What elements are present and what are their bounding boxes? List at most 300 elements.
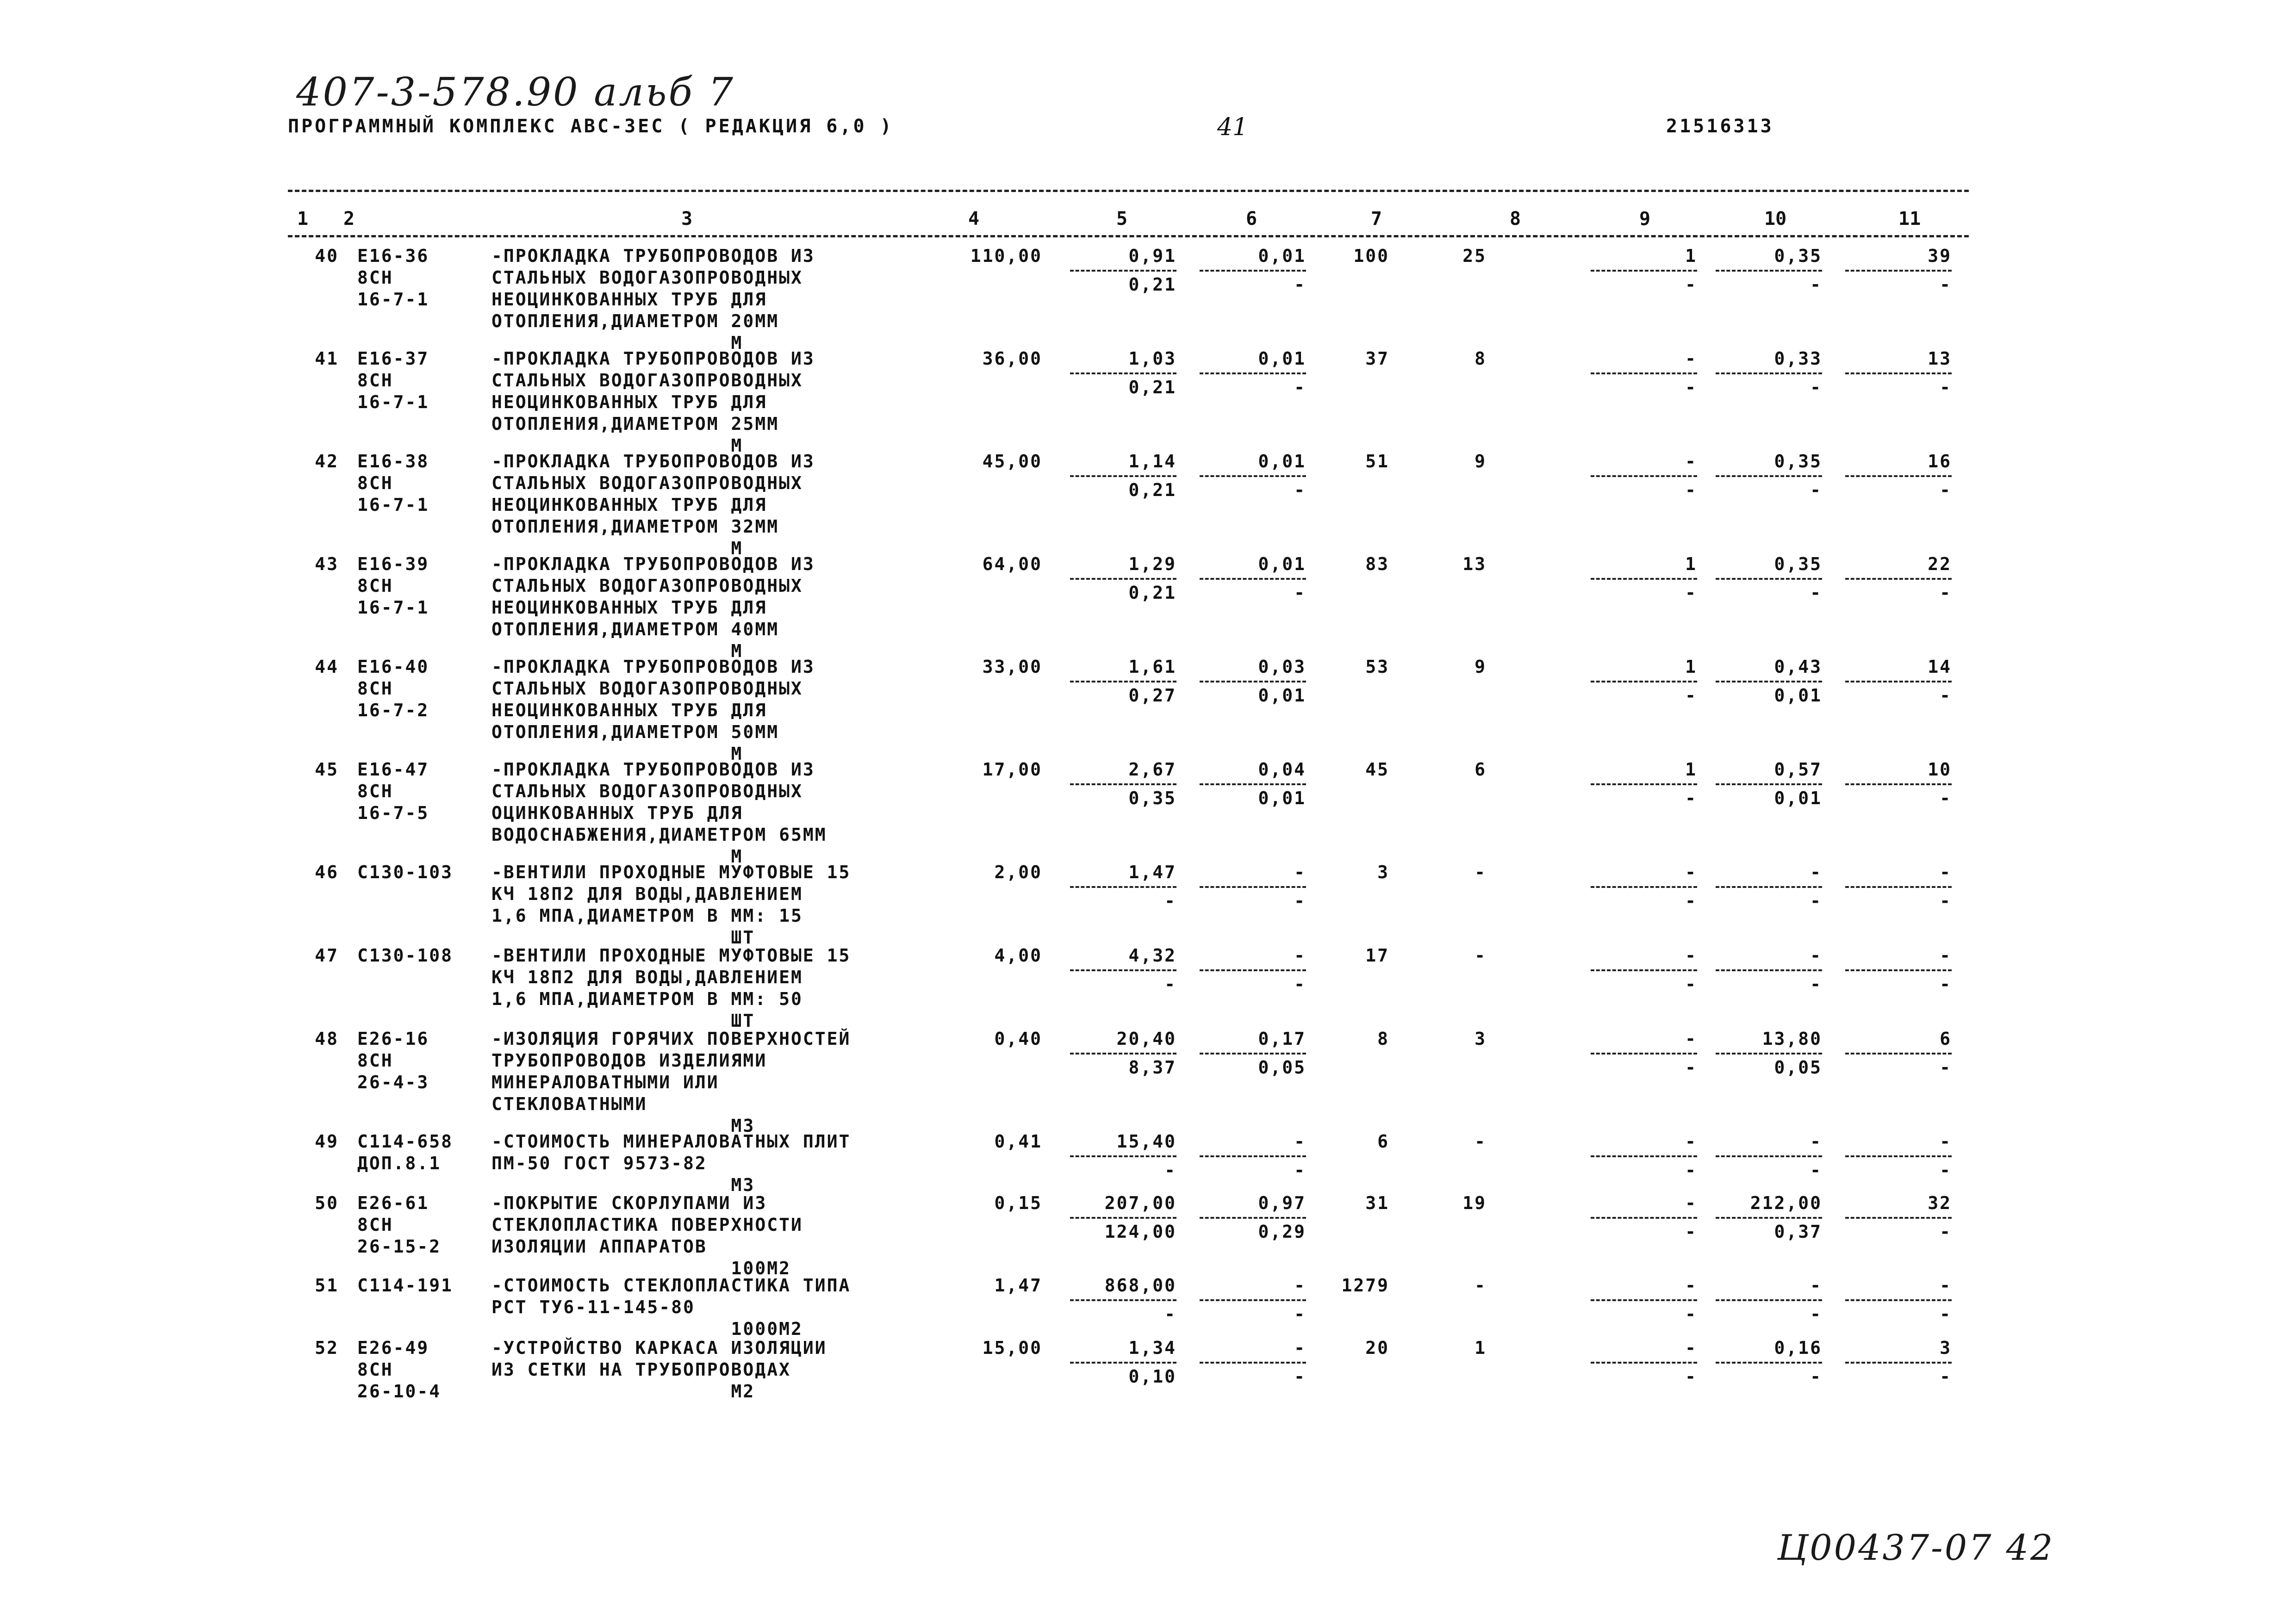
description-line: -СТОИМОСТЬ СТЕКЛОПЛАСТИКА ТИПА — [492, 1275, 851, 1296]
dashed-separator — [1845, 681, 1952, 682]
machine-wages — [1591, 862, 1697, 912]
row-number: 46 — [315, 862, 339, 882]
wages-total: - — [1475, 945, 1487, 966]
dashed-separator — [1845, 1299, 1952, 1301]
norm-code-line: 16-7-5 — [357, 803, 429, 823]
unit-cost-bottom: 0,35 — [1128, 788, 1176, 808]
machine-wages — [1591, 1192, 1697, 1243]
labor-total-top: - — [1940, 1131, 1952, 1152]
labor-total-bottom: - — [1940, 377, 1952, 397]
table-row — [288, 553, 1969, 661]
machine-cost — [1200, 348, 1306, 398]
quantity: 1,47 — [994, 1275, 1042, 1296]
unit-cost-bottom: - — [1164, 1160, 1176, 1180]
table-row — [288, 862, 1969, 948]
description-line: М3 — [492, 1175, 755, 1195]
quantity: 36,00 — [982, 348, 1042, 369]
machine-wages — [1591, 451, 1697, 501]
dashed-separator — [1591, 1155, 1697, 1157]
machine-wages-top: 1 — [1685, 657, 1697, 677]
machine-cost — [1200, 1337, 1306, 1388]
machine-cost-top: - — [1294, 862, 1306, 882]
norm-code-line: 8СН — [357, 576, 393, 596]
dashed-separator — [1070, 578, 1176, 580]
dashed-separator — [1070, 1053, 1176, 1055]
labor-total — [1845, 1275, 1952, 1325]
row-number: 49 — [315, 1131, 339, 1152]
labor-total-bottom: - — [1940, 974, 1952, 994]
unit-cost-top: 207,00 — [1104, 1193, 1176, 1213]
machine-wages — [1591, 759, 1697, 809]
dashed-separator — [1591, 969, 1697, 971]
labor-per-unit — [1716, 656, 1822, 707]
unit-cost-top: 1,29 — [1128, 554, 1176, 574]
unit-cost — [1070, 1275, 1176, 1325]
labor-total — [1845, 1131, 1952, 1181]
handwritten-footer-code: Ц00437-07 42 — [1777, 1527, 2055, 1568]
row-number: 51 — [315, 1275, 339, 1296]
dashed-separator — [1070, 270, 1176, 272]
machine-cost-bottom: - — [1294, 1160, 1306, 1180]
labor-per-unit-bottom: 0,37 — [1774, 1222, 1822, 1242]
labor-total-bottom: - — [1940, 685, 1952, 706]
norm-code — [357, 1275, 478, 1296]
labor-total — [1845, 1192, 1952, 1243]
machine-wages-bottom: - — [1685, 1366, 1697, 1387]
machine-cost-bottom: - — [1294, 974, 1306, 994]
row-number: 50 — [315, 1193, 339, 1213]
machine-wages-bottom: - — [1685, 685, 1697, 706]
dashed-separator — [1070, 969, 1176, 971]
machine-wages-top: 1 — [1685, 554, 1697, 574]
unit-cost-bottom: - — [1164, 1304, 1176, 1324]
norm-code — [357, 1192, 478, 1258]
labor-total-bottom: - — [1940, 1304, 1952, 1324]
dashed-separator — [1200, 1299, 1306, 1301]
dashed-separator — [1716, 783, 1822, 785]
norm-code — [357, 1131, 478, 1174]
description-line: ШТ — [492, 1011, 755, 1031]
table-row — [288, 1275, 1969, 1337]
labor-per-unit-bottom: - — [1810, 274, 1822, 295]
machine-cost-top: 0,17 — [1258, 1029, 1306, 1049]
total-cost: 1279 — [1341, 1275, 1389, 1296]
unit-cost-top: 868,00 — [1104, 1275, 1176, 1296]
dashed-separator — [1591, 783, 1697, 785]
norm-code-line: 8СН — [357, 473, 393, 493]
dashed-separator — [1591, 1362, 1697, 1364]
labor-total-bottom: - — [1940, 1160, 1952, 1180]
machine-cost-bottom: - — [1294, 480, 1306, 500]
total-cost: 83 — [1365, 554, 1389, 574]
dashed-separator — [1716, 1155, 1822, 1157]
labor-per-unit-bottom: - — [1810, 891, 1822, 911]
total-cost: 17 — [1365, 945, 1389, 966]
column-number: 4 — [968, 208, 980, 230]
machine-wages-top: - — [1685, 1029, 1697, 1049]
table-row — [288, 945, 1969, 1031]
quantity: 0,41 — [994, 1131, 1042, 1152]
description-line: ТРУБОПРОВОДОВ ИЗДЕЛИЯМИ — [492, 1050, 767, 1071]
dashed-separator — [1591, 475, 1697, 477]
norm-code-line: Е16-40 — [357, 657, 429, 677]
description-line: СТАЛЬНЫХ ВОДОГАЗОПРОВОДНЫХ — [492, 267, 803, 288]
machine-cost-bottom: - — [1294, 274, 1306, 295]
column-number: 3 — [681, 208, 693, 230]
machine-wages-top: 1 — [1685, 759, 1697, 780]
row-number: 48 — [315, 1029, 339, 1049]
unit-cost — [1070, 1131, 1176, 1181]
description-line: НЕОЦИНКОВАННЫХ ТРУБ ДЛЯ — [492, 495, 767, 515]
description-line: М — [492, 846, 743, 867]
labor-per-unit-top: 0,35 — [1774, 246, 1822, 266]
machine-cost-bottom: - — [1294, 377, 1306, 397]
norm-code-line: Е16-38 — [357, 451, 429, 471]
column-number: 5 — [1116, 208, 1128, 230]
dashed-separator — [1070, 783, 1176, 785]
description-line: СТЕКЛОВАТНЫМИ — [492, 1094, 647, 1114]
machine-cost — [1200, 451, 1306, 501]
table-row — [288, 1028, 1969, 1136]
wages-total: - — [1475, 1131, 1487, 1152]
labor-total-top: 13 — [1928, 348, 1952, 369]
unit-cost — [1070, 553, 1176, 604]
quantity: 33,00 — [982, 657, 1042, 677]
unit-cost-bottom: 0,10 — [1128, 1366, 1176, 1387]
machine-wages-bottom: - — [1685, 1222, 1697, 1242]
table-row — [288, 656, 1969, 764]
column-number: 6 — [1246, 208, 1257, 230]
unit-cost-bottom: 0,21 — [1128, 480, 1176, 500]
description-line: СТАЛЬНЫХ ВОДОГАЗОПРОВОДНЫХ — [492, 576, 803, 596]
labor-per-unit-top: - — [1810, 862, 1822, 882]
norm-code — [357, 451, 478, 516]
labor-total-top: 10 — [1928, 759, 1952, 780]
description-line: ОТОПЛЕНИЯ,ДИАМЕТРОМ 25ММ — [492, 414, 779, 434]
norm-code-line: 26-4-3 — [357, 1072, 429, 1092]
table-row — [288, 759, 1969, 867]
description-line: ПМ-50 ГОСТ 9573-82 — [492, 1153, 707, 1173]
labor-per-unit — [1716, 451, 1822, 501]
table-row — [288, 1337, 1969, 1402]
wages-total: 9 — [1475, 657, 1487, 677]
column-number: 7 — [1371, 208, 1382, 230]
description-line: НЕОЦИНКОВАННЫХ ТРУБ ДЛЯ — [492, 392, 767, 412]
labor-per-unit-top: 13,80 — [1762, 1029, 1822, 1049]
machine-cost-top: - — [1294, 1338, 1306, 1358]
labor-total-bottom: - — [1940, 788, 1952, 808]
labor-total-bottom: - — [1940, 891, 1952, 911]
labor-total — [1845, 1028, 1952, 1079]
quantity: 0,40 — [994, 1029, 1042, 1049]
labor-total-top: 22 — [1928, 554, 1952, 574]
machine-cost — [1200, 945, 1306, 995]
machine-wages — [1591, 348, 1697, 398]
labor-per-unit-bottom: - — [1810, 480, 1822, 500]
machine-wages — [1591, 945, 1697, 995]
labor-per-unit-top: - — [1810, 1275, 1822, 1296]
dashed-separator — [1200, 578, 1306, 580]
dashed-separator — [1845, 578, 1952, 580]
machine-wages-top: - — [1685, 945, 1697, 966]
labor-total-top: 6 — [1940, 1029, 1952, 1049]
description-line: М — [492, 641, 743, 661]
machine-cost — [1200, 656, 1306, 707]
labor-total — [1845, 759, 1952, 809]
labor-per-unit-bottom: 0,01 — [1774, 788, 1822, 808]
description-line: ОТОПЛЕНИЯ,ДИАМЕТРОМ 20ММ — [492, 311, 779, 331]
labor-per-unit — [1716, 759, 1822, 809]
dashed-separator — [1200, 886, 1306, 888]
dashed-separator — [1716, 681, 1822, 682]
machine-cost — [1200, 553, 1306, 604]
quantity: 0,15 — [994, 1193, 1042, 1213]
description-line: -ПРОКЛАДКА ТРУБОПРОВОДОВ ИЗ — [492, 451, 815, 471]
norm-code — [357, 945, 478, 967]
unit-cost-top: 0,91 — [1128, 246, 1176, 266]
machine-cost-top: - — [1294, 1275, 1306, 1296]
labor-total — [1845, 553, 1952, 604]
labor-per-unit-bottom: - — [1810, 583, 1822, 603]
machine-cost — [1200, 862, 1306, 912]
unit-cost — [1070, 1028, 1176, 1079]
handwritten-reference: 407-3-578.90 альб 7 — [296, 69, 735, 115]
labor-per-unit — [1716, 348, 1822, 398]
dashed-separator — [1200, 270, 1306, 272]
machine-wages-top: - — [1685, 862, 1697, 882]
wages-total: 8 — [1475, 348, 1487, 369]
norm-code — [357, 759, 478, 824]
unit-cost — [1070, 1337, 1176, 1388]
unit-cost — [1070, 451, 1176, 501]
labor-total-bottom: - — [1940, 274, 1952, 295]
labor-total — [1845, 451, 1952, 501]
labor-total — [1845, 1337, 1952, 1388]
dashed-separator — [1716, 1362, 1822, 1364]
quantity: 64,00 — [982, 554, 1042, 574]
description-line: -УСТРОЙСТВО КАРКАСА ИЗОЛЯЦИИ — [492, 1338, 827, 1358]
machine-wages — [1591, 1337, 1697, 1388]
labor-total-top: 14 — [1928, 657, 1952, 677]
estimate-table — [288, 245, 1969, 1402]
machine-wages-top: 1 — [1685, 246, 1697, 266]
quantity: 2,00 — [994, 862, 1042, 882]
norm-code — [357, 1337, 478, 1402]
description-line: СТЕКЛОПЛАСТИКА ПОВЕРХНОСТИ — [492, 1215, 803, 1235]
norm-code-line: 16-7-1 — [357, 495, 429, 515]
dashed-separator — [1716, 969, 1822, 971]
dashed-separator — [1200, 1155, 1306, 1157]
norm-code-line: 26-15-2 — [357, 1236, 442, 1257]
dashed-separator — [1200, 372, 1306, 374]
total-cost: 3 — [1377, 862, 1389, 882]
labor-per-unit-bottom: - — [1810, 1160, 1822, 1180]
labor-per-unit — [1716, 862, 1822, 912]
description-line: СТАЛЬНЫХ ВОДОГАЗОПРОВОДНЫХ — [492, 370, 803, 391]
dashed-separator — [1200, 1053, 1306, 1055]
machine-wages-bottom: - — [1685, 1057, 1697, 1078]
unit-cost-bottom: 0,21 — [1128, 274, 1176, 295]
labor-total-top: - — [1940, 945, 1952, 966]
machine-cost — [1200, 1275, 1306, 1325]
machine-cost-bottom: 0,05 — [1258, 1057, 1306, 1078]
machine-cost-bottom: - — [1294, 891, 1306, 911]
description-line: -ПРОКЛАДКА ТРУБОПРОВОДОВ ИЗ — [492, 246, 815, 266]
labor-per-unit-top: 0,33 — [1774, 348, 1822, 369]
unit-cost-top: 1,14 — [1128, 451, 1176, 471]
quantity: 45,00 — [982, 451, 1042, 471]
description-line: НЕОЦИНКОВАННЫХ ТРУБ ДЛЯ — [492, 597, 767, 618]
labor-per-unit-top: - — [1810, 1131, 1822, 1152]
total-cost: 100 — [1353, 246, 1389, 266]
description-line: КЧ 18П2 ДЛЯ ВОДЫ,ДАВЛЕНИЕМ — [492, 967, 803, 987]
wages-total: 6 — [1475, 759, 1487, 780]
machine-wages — [1591, 245, 1697, 296]
unit-cost-bottom: 124,00 — [1104, 1222, 1176, 1242]
unit-cost-top: 20,40 — [1116, 1029, 1176, 1049]
norm-code-line: С130-108 — [357, 945, 454, 966]
norm-code-line: 8СН — [357, 781, 393, 801]
dashed-separator — [1070, 1362, 1176, 1364]
header-bottom-rule — [288, 235, 1969, 237]
description-line: НЕОЦИНКОВАННЫХ ТРУБ ДЛЯ — [492, 700, 767, 720]
machine-cost-top: 0,01 — [1258, 348, 1306, 369]
total-cost: 31 — [1365, 1193, 1389, 1213]
dashed-separator — [1591, 681, 1697, 682]
unit-cost — [1070, 656, 1176, 707]
row-number: 44 — [315, 657, 339, 677]
row-number: 41 — [315, 348, 339, 369]
table-row — [288, 1131, 1969, 1195]
labor-total-top: 32 — [1928, 1193, 1952, 1213]
dashed-separator — [1591, 1217, 1697, 1219]
labor-per-unit-bottom: - — [1810, 1366, 1822, 1387]
dashed-separator — [1716, 1217, 1822, 1219]
machine-cost-bottom: 0,01 — [1258, 685, 1306, 706]
machine-cost-bottom: 0,01 — [1258, 788, 1306, 808]
description-line: -ИЗОЛЯЦИЯ ГОРЯЧИХ ПОВЕРХНОСТЕЙ — [492, 1029, 851, 1049]
norm-code-line: 8СН — [357, 267, 393, 288]
program-header: ПРОГРАММНЫЙ КОМПЛЕКС АВС-3ЕС ( РЕДАКЦИЯ 6,0 ) — [288, 116, 894, 137]
machine-wages — [1591, 553, 1697, 604]
machine-wages-bottom: - — [1685, 788, 1697, 808]
description-line: СТАЛЬНЫХ ВОДОГАЗОПРОВОДНЫХ — [492, 781, 803, 801]
dashed-separator — [1200, 475, 1306, 477]
labor-per-unit-bottom: 0,05 — [1774, 1057, 1822, 1078]
labor-per-unit-top: 212,00 — [1750, 1193, 1822, 1213]
unit-cost-top: 1,61 — [1128, 657, 1176, 677]
norm-code-line: 16-7-1 — [357, 597, 429, 618]
unit-cost-top: 1,34 — [1128, 1338, 1176, 1358]
dashed-separator — [1716, 1299, 1822, 1301]
dashed-separator — [1070, 475, 1176, 477]
column-number: 10 — [1764, 208, 1787, 230]
description-line: СТАЛЬНЫХ ВОДОГАЗОПРОВОДНЫХ — [492, 678, 803, 699]
description-line: -ПРОКЛАДКА ТРУБОПРОВОДОВ ИЗ — [492, 348, 815, 369]
labor-total — [1845, 656, 1952, 707]
wages-total: - — [1475, 862, 1487, 882]
labor-total — [1845, 245, 1952, 296]
wages-total: 9 — [1475, 451, 1487, 471]
description-line: -ПРОКЛАДКА ТРУБОПРОВОДОВ ИЗ — [492, 554, 815, 574]
norm-code-line: Е26-16 — [357, 1029, 429, 1049]
dashed-separator — [1591, 372, 1697, 374]
table-row — [288, 1192, 1969, 1278]
description-line: ОТОПЛЕНИЯ,ДИАМЕТРОМ 50ММ — [492, 722, 779, 742]
description-line: СТАЛЬНЫХ ВОДОГАЗОПРОВОДНЫХ — [492, 473, 803, 493]
description-line: ВОДОСНАБЖЕНИЯ,ДИАМЕТРОМ 65ММ — [492, 825, 827, 845]
quantity: 110,00 — [970, 246, 1042, 266]
labor-per-unit-bottom: - — [1810, 1304, 1822, 1324]
norm-code-line: 16-7-1 — [357, 289, 429, 310]
description-line: -ПРОКЛАДКА ТРУБОПРОВОДОВ ИЗ — [492, 657, 815, 677]
labor-per-unit-top: 0,35 — [1774, 554, 1822, 574]
dashed-separator — [1070, 372, 1176, 374]
description-line: МИНЕРАЛОВАТНЫМИ ИЛИ — [492, 1072, 719, 1092]
labor-total-bottom: - — [1940, 583, 1952, 603]
description-line: -ВЕНТИЛИ ПРОХОДНЫЕ МУФТОВЫЕ 15 — [492, 862, 851, 882]
machine-cost-top: - — [1294, 945, 1306, 966]
machine-cost-top: - — [1294, 1131, 1306, 1152]
dashed-separator — [1845, 783, 1952, 785]
machine-cost-top: 0,03 — [1258, 657, 1306, 677]
machine-wages-bottom: - — [1685, 583, 1697, 603]
norm-code-line: 8СН — [357, 370, 393, 391]
unit-cost — [1070, 759, 1176, 809]
machine-cost — [1200, 1028, 1306, 1079]
norm-code-line: Е26-49 — [357, 1338, 429, 1358]
machine-wages — [1591, 1275, 1697, 1325]
top-rule — [288, 190, 1969, 192]
machine-wages-top: - — [1685, 1193, 1697, 1213]
column-number: 1 — [297, 208, 309, 230]
labor-per-unit — [1716, 1337, 1822, 1388]
labor-total-bottom: - — [1940, 480, 1952, 500]
labor-total — [1845, 862, 1952, 912]
labor-per-unit — [1716, 1275, 1822, 1325]
dashed-separator — [1716, 886, 1822, 888]
norm-code-line: 16-7-2 — [357, 700, 429, 720]
unit-cost — [1070, 245, 1176, 296]
machine-wages — [1591, 1131, 1697, 1181]
unit-cost — [1070, 862, 1176, 912]
wages-total: 1 — [1475, 1338, 1487, 1358]
column-number: 9 — [1639, 208, 1651, 230]
unit-cost-bottom: 8,37 — [1128, 1057, 1176, 1078]
unit-cost-bottom: - — [1164, 974, 1176, 994]
unit-cost-bottom: 0,21 — [1128, 583, 1176, 603]
description-line: ШТ — [492, 927, 755, 948]
unit-cost-top: 1,03 — [1128, 348, 1176, 369]
labor-per-unit — [1716, 1192, 1822, 1243]
labor-per-unit-bottom: - — [1810, 377, 1822, 397]
column-number: 2 — [343, 208, 355, 230]
description-line: ОТОПЛЕНИЯ,ДИАМЕТРОМ 40ММ — [492, 619, 779, 639]
norm-code-line: ДОП.8.1 — [357, 1153, 442, 1173]
machine-cost — [1200, 759, 1306, 809]
dashed-separator — [1591, 886, 1697, 888]
description-line: ИЗ СЕТКИ НА ТРУБОПРОВОДАХ — [492, 1359, 791, 1380]
labor-per-unit-top: 0,43 — [1774, 657, 1822, 677]
norm-code-line: Е16-39 — [357, 554, 429, 574]
unit-cost-top: 15,40 — [1116, 1131, 1176, 1152]
machine-cost-bottom: 0,29 — [1258, 1222, 1306, 1242]
column-number: 11 — [1898, 208, 1921, 230]
description-line: М — [492, 538, 743, 558]
unit-cost-top: 1,47 — [1128, 862, 1176, 882]
machine-wages-bottom: - — [1685, 480, 1697, 500]
norm-code-line: С130-103 — [357, 862, 454, 882]
